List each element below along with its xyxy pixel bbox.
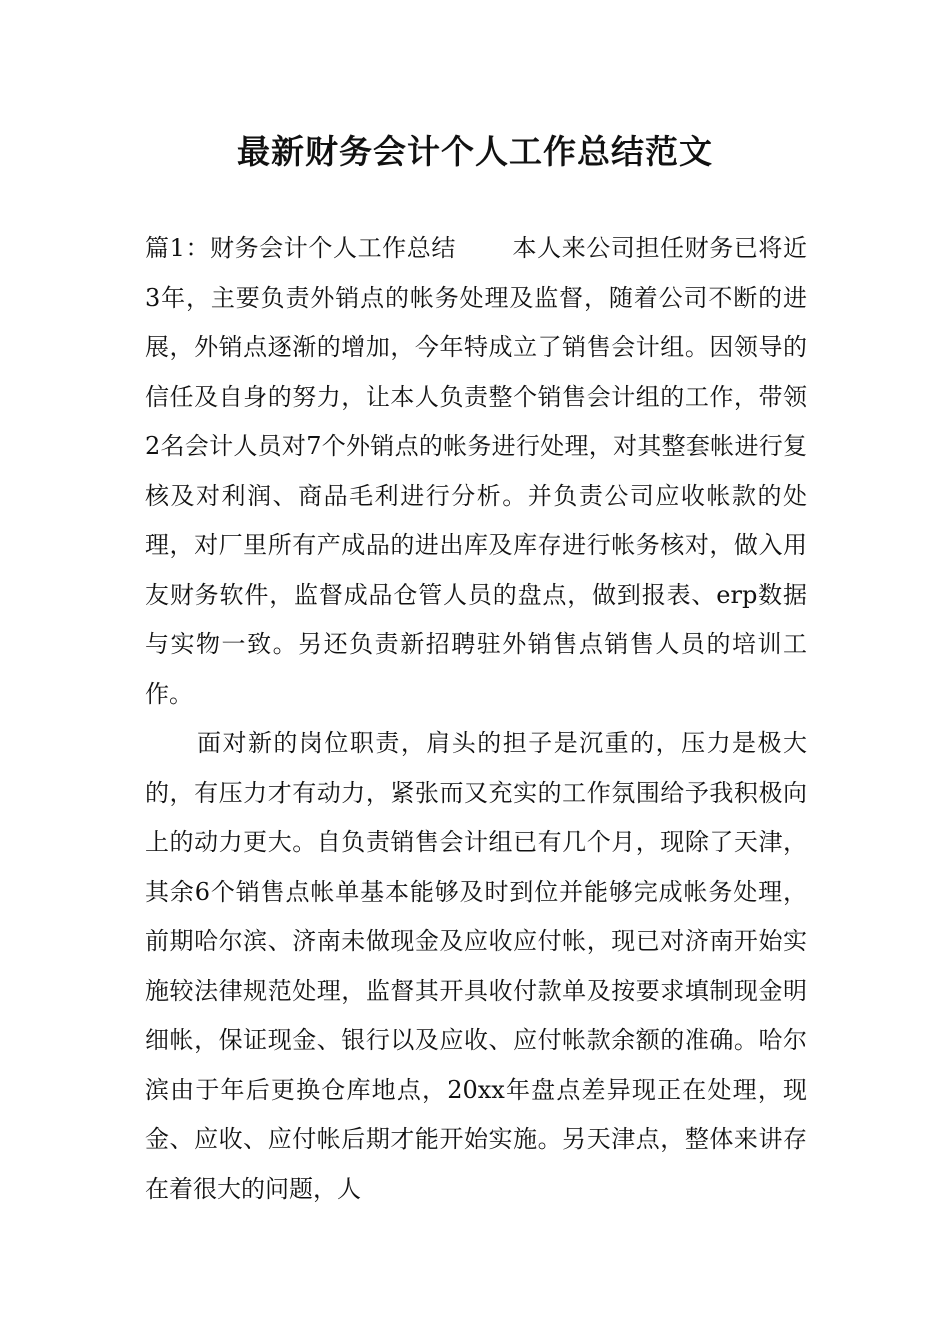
first-paragraph (145, 224, 807, 719)
document-title: 最新财务会计个人工作总结范文 (237, 132, 713, 171)
second-paragraph: 面对新的岗位职责，肩头的担子是沉重的，压力是极大的，有压力才有动力，紧张而又充实的工作氛围给予我积极向上的动力更大。自负责销售会计组已有几个月，现除了天津，其余6个销售点帐单基本能够及时到位并能够完成帐务处理，前期哈尔滨、济南未做现金及应收应付帐，现已对济南开始实施较法律规范处理，监督其开具收付款单及按要求填制现金明细帐，保证现金、银行以及应收、应付帐款余额的准确。哈尔滨由于年后更换仓库地点，20xx年盘点差异现正在处理，现金、应收、应付帐后期才能开始实施。另天津点，整体来讲存在着很大的问题，人 (145, 729, 807, 1203)
document-body (145, 224, 807, 1214)
paragraph-text: 本人来公司担任财务已将近3年，主要负责外销点的帐务处理及监督，随着公司不断的进展，外销点逐渐的增加，今年特成立了销售会计组。因领导的信任及自身的努力，让本人负责整个销售会计组的工作，带领2名会计人员对7个外销点的帐务进行处理，对其整套帐进行复核及对利润、商品毛利进行分析。并负责公司应收帐款的处理，对厂里所有产成品的进出库及库存进行帐务核对，做入用友财务软件，监督成品仓管人员的盘点，做到报表、erp数据与实物一致。另还负责新招聘驻外销售点销售人员的培训工作。 (145, 234, 808, 708)
section-heading: 篇1：财务会计个人工作总结 (145, 234, 456, 262)
